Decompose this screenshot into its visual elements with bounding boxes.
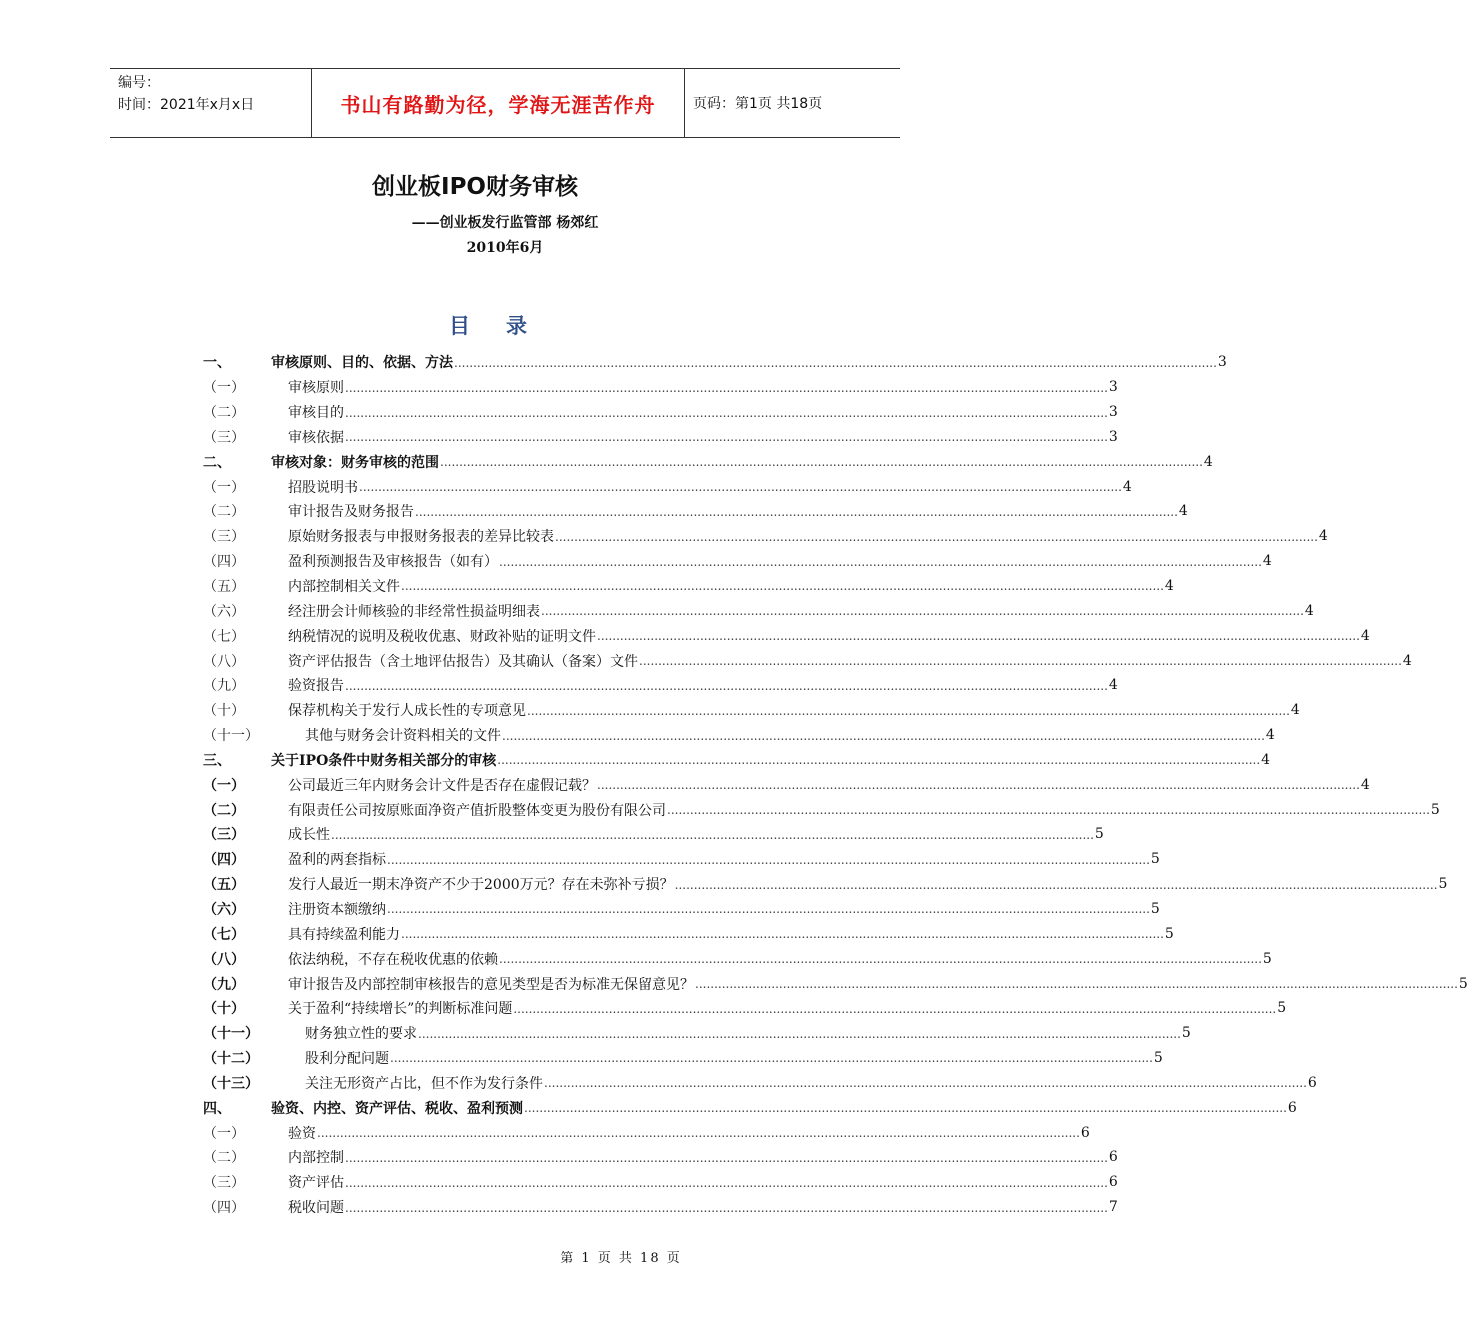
toc-entry-title: 招股说明书	[288, 479, 358, 496]
toc-entry-page: 4	[1261, 751, 1271, 768]
toc-entry-title: 审核依据	[288, 429, 344, 446]
toc-entry[interactable]	[203, 897, 1160, 922]
toc-entry[interactable]	[203, 375, 1118, 400]
toc-entry[interactable]	[203, 1021, 1191, 1046]
toc-entry[interactable]	[203, 723, 1275, 748]
toc-entry-title: 公司最近三年内财务会计文件是否存在虚假记载？	[288, 777, 596, 794]
toc-entry-number: （十一）	[203, 1026, 259, 1043]
toc-entry-number: （六）	[203, 603, 245, 620]
toc-entry-number: （二）	[203, 1150, 245, 1167]
toc-dot-leader: ........................................................................................................................................................................................................	[497, 753, 1261, 768]
toc-entry[interactable]	[203, 425, 1118, 450]
toc-entry-number: （三）	[203, 529, 245, 546]
toc-entry-page: 3	[1108, 404, 1118, 421]
toc-entry[interactable]	[203, 623, 1370, 648]
toc-dot-leader: ........................................................................................................................................................................................................	[499, 952, 1262, 967]
toc-dot-leader: ........................................................................................................................................................................................................	[544, 1076, 1307, 1091]
toc-entry-number: （十二）	[203, 1051, 259, 1068]
toc-entry[interactable]	[203, 1195, 1118, 1220]
toc-dot-leader: ........................................................................................................................................................................................................	[345, 678, 1108, 693]
toc-entry-page: 5	[1150, 900, 1160, 917]
toc-entry-number: （四）	[203, 554, 245, 571]
toc-entry-number: （八）	[203, 653, 245, 670]
toc-entry-title: 注册资本额缴纳	[288, 901, 386, 918]
toc-dot-leader: ........................................................................................................................................................................................................	[387, 852, 1150, 867]
toc-entry[interactable]	[203, 797, 1440, 822]
page-footer: 第 1 页 共 18 页	[560, 1251, 682, 1266]
toc-entry-number: （二）	[203, 504, 245, 521]
toc-entry-page: 5	[1094, 826, 1104, 843]
toc-entry-title: 有限责任公司按原账面净资产值折股整体变更为股份有限公司	[288, 802, 666, 819]
toc-entry-page: 5	[1262, 950, 1272, 967]
toc-dot-leader: ........................................................................................................................................................................................................	[418, 1026, 1181, 1041]
toc-entry-page: 4	[1290, 702, 1300, 719]
toc-entry-page: 4	[1262, 553, 1272, 570]
toc-entry-number: （五）	[203, 579, 245, 596]
toc-entry[interactable]	[203, 1145, 1118, 1170]
toc-entry-title: 审计报告及内部控制审核报告的意见类型是否为标准无保留意见？	[288, 976, 694, 993]
toc-entry-title: 财务独立性的要求	[305, 1026, 417, 1043]
toc-entry-number: （五）	[203, 877, 245, 894]
toc-entry[interactable]	[203, 971, 1468, 996]
toc-entry-title: 审核原则、目的、依据、方法	[271, 355, 453, 372]
toc-entry-title: 资产评估	[288, 1175, 344, 1192]
toc-dot-leader: ........................................................................................................................................................................................................	[667, 803, 1430, 818]
toc-entry[interactable]	[203, 499, 1188, 524]
document-subtitle: ——创业板发行监管部 杨郊红	[411, 215, 599, 231]
toc-entry-number: （四）	[203, 1200, 245, 1217]
toc-entry-page: 4	[1318, 528, 1328, 545]
toc-entry[interactable]	[203, 847, 1160, 872]
toc-entry-page: 5	[1430, 801, 1440, 818]
toc-dot-leader: ........................................................................................................................................................................................................	[415, 504, 1178, 519]
toc-entry-title: 税收问题	[288, 1200, 344, 1217]
toc-entry-page: 6	[1307, 1074, 1317, 1091]
toc-entry-page: 3	[1217, 354, 1227, 371]
toc-entry-title: 成长性	[288, 827, 330, 844]
toc-entry-page: 4	[1360, 776, 1370, 793]
toc-entry[interactable]	[203, 698, 1300, 723]
toc-entry-title: 审计报告及财务报告	[288, 504, 414, 521]
toc-entry[interactable]	[203, 1170, 1118, 1195]
toc-entry-number: （八）	[203, 951, 245, 968]
toc-entry[interactable]	[203, 946, 1272, 971]
toc-entry[interactable]	[203, 822, 1104, 847]
toc-entry[interactable]	[203, 921, 1174, 946]
toc-entry-page: 3	[1108, 428, 1118, 445]
toc-entry[interactable]	[203, 648, 1412, 673]
toc-dot-leader: ........................................................................................................................................................................................................	[639, 653, 1402, 668]
toc-entry-number: （一）	[203, 1125, 245, 1142]
header-date: 时间：2021年x月x日	[118, 97, 255, 113]
toc-entry-number: 一、	[203, 355, 231, 372]
toc-entry-number: （十三）	[203, 1075, 259, 1092]
toc-entry[interactable]	[203, 996, 1287, 1021]
toc-entry-page: 5	[1153, 1050, 1163, 1067]
toc-entry-title: 纳税情况的说明及税收优惠、财政补贴的证明文件	[288, 628, 596, 645]
toc-entry-number: （六）	[203, 901, 245, 918]
toc-entry[interactable]	[203, 474, 1132, 499]
toc-entry-number: （九）	[203, 976, 245, 993]
header-page-info: 页码：第1页 共18页	[693, 96, 823, 112]
toc-entry-title: 验资、内控、资产评估、税收、盈利预测	[271, 1100, 523, 1117]
toc-entry-page: 7	[1108, 1199, 1118, 1216]
toc-entry-number: （七）	[203, 628, 245, 645]
toc-entry[interactable]	[203, 772, 1370, 797]
toc-entry-title: 具有持续盈利能力	[288, 926, 400, 943]
toc-entry-page: 6	[1108, 1149, 1118, 1166]
toc-dot-leader: ........................................................................................................................................................................................................	[359, 480, 1122, 495]
toc-entry-title: 审核目的	[288, 405, 344, 422]
toc-dot-leader: ........................................................................................................................................................................................................	[345, 380, 1108, 395]
toc-entry-number: （四）	[203, 852, 245, 869]
toc-entry-page: 4	[1360, 627, 1370, 644]
toc-dot-leader: ........................................................................................................................................................................................................	[401, 579, 1164, 594]
toc-entry-number: （七）	[203, 926, 245, 943]
toc-entry-number: （十一）	[203, 728, 259, 745]
toc-entry[interactable]	[203, 1070, 1317, 1095]
toc-entry[interactable]	[203, 350, 1227, 375]
toc-entry-number: （九）	[203, 678, 245, 695]
toc-entry-page: 4	[1178, 503, 1188, 520]
toc-dot-leader: ........................................................................................................................................................................................................	[345, 1150, 1108, 1165]
toc-entry-title: 经注册会计师核验的非经常性损益明细表	[288, 603, 540, 620]
toc-entry-number: （三）	[203, 429, 245, 446]
toc-entry-title: 资产评估报告（含土地评估报告）及其确认（备案）文件	[288, 653, 638, 670]
toc-dot-leader: ........................................................................................................................................................................................................	[555, 529, 1318, 544]
toc-entry-number: 四、	[203, 1100, 231, 1117]
toc-entry-number: （十）	[203, 1001, 245, 1018]
toc-dot-leader: ........................................................................................................................................................................................................	[499, 554, 1262, 569]
toc-entry-number: （一）	[203, 479, 245, 496]
toc-dot-leader: ........................................................................................................................................................................................................	[695, 976, 1458, 991]
page-header	[110, 68, 900, 138]
toc-entry-title: 验资	[288, 1125, 316, 1142]
toc-dot-leader: ........................................................................................................................................................................................................	[387, 902, 1150, 917]
toc-dot-leader: ........................................................................................................................................................................................................	[524, 1101, 1287, 1116]
toc-entry-title: 盈利的两套指标	[288, 852, 386, 869]
toc-dot-leader: ........................................................................................................................................................................................................	[345, 405, 1108, 420]
toc-entry-page: 6	[1080, 1124, 1090, 1141]
toc-entry[interactable]	[203, 1120, 1090, 1145]
toc-entry-title: 依法纳税，不存在税收优惠的依赖	[288, 951, 498, 968]
toc-entry[interactable]	[203, 1095, 1297, 1120]
toc-dot-leader: ........................................................................................................................................................................................................	[527, 703, 1290, 718]
toc-entry-number: 二、	[203, 454, 231, 471]
toc-entry-title: 盈利预测报告及审核报告（如有）	[288, 554, 498, 571]
toc-entry-page: 6	[1108, 1174, 1118, 1191]
toc-entry-title: 关于IPO条件中财务相关部分的审核	[271, 752, 497, 769]
toc-dot-leader: ........................................................................................................................................................................................................	[541, 604, 1304, 619]
toc-entry-number: （一）	[203, 777, 245, 794]
toc-entry-page: 5	[1277, 1000, 1287, 1017]
toc-entry-page: 4	[1304, 602, 1314, 619]
header-meta	[110, 69, 311, 137]
toc-entry-number: 三、	[203, 752, 231, 769]
toc-entry-title: 股利分配问题	[305, 1051, 389, 1068]
toc-dot-leader: ........................................................................................................................................................................................................	[454, 355, 1217, 370]
toc-entry-page: 5	[1181, 1025, 1191, 1042]
toc-entry-page: 5	[1150, 851, 1160, 868]
toc-entry-page: 4	[1122, 478, 1132, 495]
toc-dot-leader: ........................................................................................................................................................................................................	[440, 455, 1203, 470]
toc-entry-title: 关于盈利“持续增长”的判断标准问题	[288, 1001, 513, 1018]
toc-entry[interactable]	[203, 449, 1213, 474]
document-title: 创业板IPO财务审核	[372, 174, 578, 200]
toc-dot-leader: ........................................................................................................................................................................................................	[597, 778, 1360, 793]
toc-entry-title: 审核对象：财务审核的范围	[271, 454, 439, 471]
toc-entry-page: 4	[1164, 578, 1174, 595]
header-serial: 编号：	[118, 75, 160, 91]
toc-entry[interactable]	[203, 872, 1448, 897]
toc-entry-page: 4	[1108, 677, 1118, 694]
toc-dot-leader: ........................................................................................................................................................................................................	[502, 728, 1265, 743]
toc-entry[interactable]	[203, 400, 1118, 425]
toc-entry-title: 内部控制相关文件	[288, 579, 400, 596]
toc-entry-page: 4	[1203, 453, 1213, 470]
toc-dot-leader: ........................................................................................................................................................................................................	[674, 877, 1438, 892]
toc-entry-page: 4	[1265, 727, 1275, 744]
toc-entry-title: 关注无形资产占比，但不作为发行条件	[305, 1075, 543, 1092]
toc-entry-page: 3	[1108, 379, 1118, 396]
toc-entry[interactable]	[203, 673, 1118, 698]
toc-entry-title: 内部控制	[288, 1150, 344, 1167]
toc-heading: 目录	[449, 313, 563, 338]
toc-dot-leader: ........................................................................................................................................................................................................	[345, 1175, 1108, 1190]
toc-dot-leader: ........................................................................................................................................................................................................	[390, 1051, 1153, 1066]
toc-entry-title: 发行人最近一期末净资产不少于2000万元？存在未弥补亏损？	[288, 877, 674, 894]
toc-entry[interactable]	[203, 748, 1271, 773]
toc-entry-number: （三）	[203, 827, 245, 844]
toc-entry-number: （三）	[203, 1175, 245, 1192]
toc-entry-page: 5	[1458, 975, 1468, 992]
toc-entry-page: 5	[1438, 876, 1448, 893]
toc-entry[interactable]	[203, 598, 1314, 623]
toc-entry-page: 5	[1164, 925, 1174, 942]
toc-entry-number: （二）	[203, 405, 245, 422]
toc-entry-title: 其他与财务会计资料相关的文件	[305, 728, 501, 745]
toc-dot-leader: ........................................................................................................................................................................................................	[401, 927, 1164, 942]
toc-dot-leader: ........................................................................................................................................................................................................	[345, 1200, 1108, 1215]
toc-dot-leader: ........................................................................................................................................................................................................	[331, 827, 1094, 842]
toc-dot-leader: ........................................................................................................................................................................................................	[317, 1126, 1080, 1140]
toc-entry[interactable]	[203, 1046, 1163, 1071]
toc-entry-title: 审核原则	[288, 380, 344, 397]
toc-dot-leader: ........................................................................................................................................................................................................	[597, 629, 1360, 644]
toc-entry-title: 保荐机构关于发行人成长性的专项意见	[288, 703, 526, 720]
toc-entry[interactable]	[203, 524, 1328, 549]
toc-entry[interactable]	[203, 574, 1174, 599]
toc-dot-leader: ........................................................................................................................................................................................................	[345, 430, 1108, 445]
toc-dot-leader: ........................................................................................................................................................................................................	[513, 1001, 1277, 1016]
toc-entry-number: （一）	[203, 380, 245, 397]
toc-entry-page: 4	[1402, 652, 1412, 669]
toc-entry-page: 6	[1287, 1099, 1297, 1116]
table-of-contents	[203, 350, 1468, 1220]
toc-entry[interactable]	[203, 549, 1272, 574]
toc-entry-number: （十）	[203, 703, 245, 720]
toc-entry-title: 验资报告	[288, 678, 344, 695]
header-motto: 书山有路勤为径，学海无涯苦作舟	[311, 69, 685, 137]
toc-entry-number: （二）	[203, 802, 245, 819]
document-date: 2010年6月	[466, 240, 544, 256]
toc-entry-title: 原始财务报表与申报财务报表的差异比较表	[288, 529, 554, 546]
